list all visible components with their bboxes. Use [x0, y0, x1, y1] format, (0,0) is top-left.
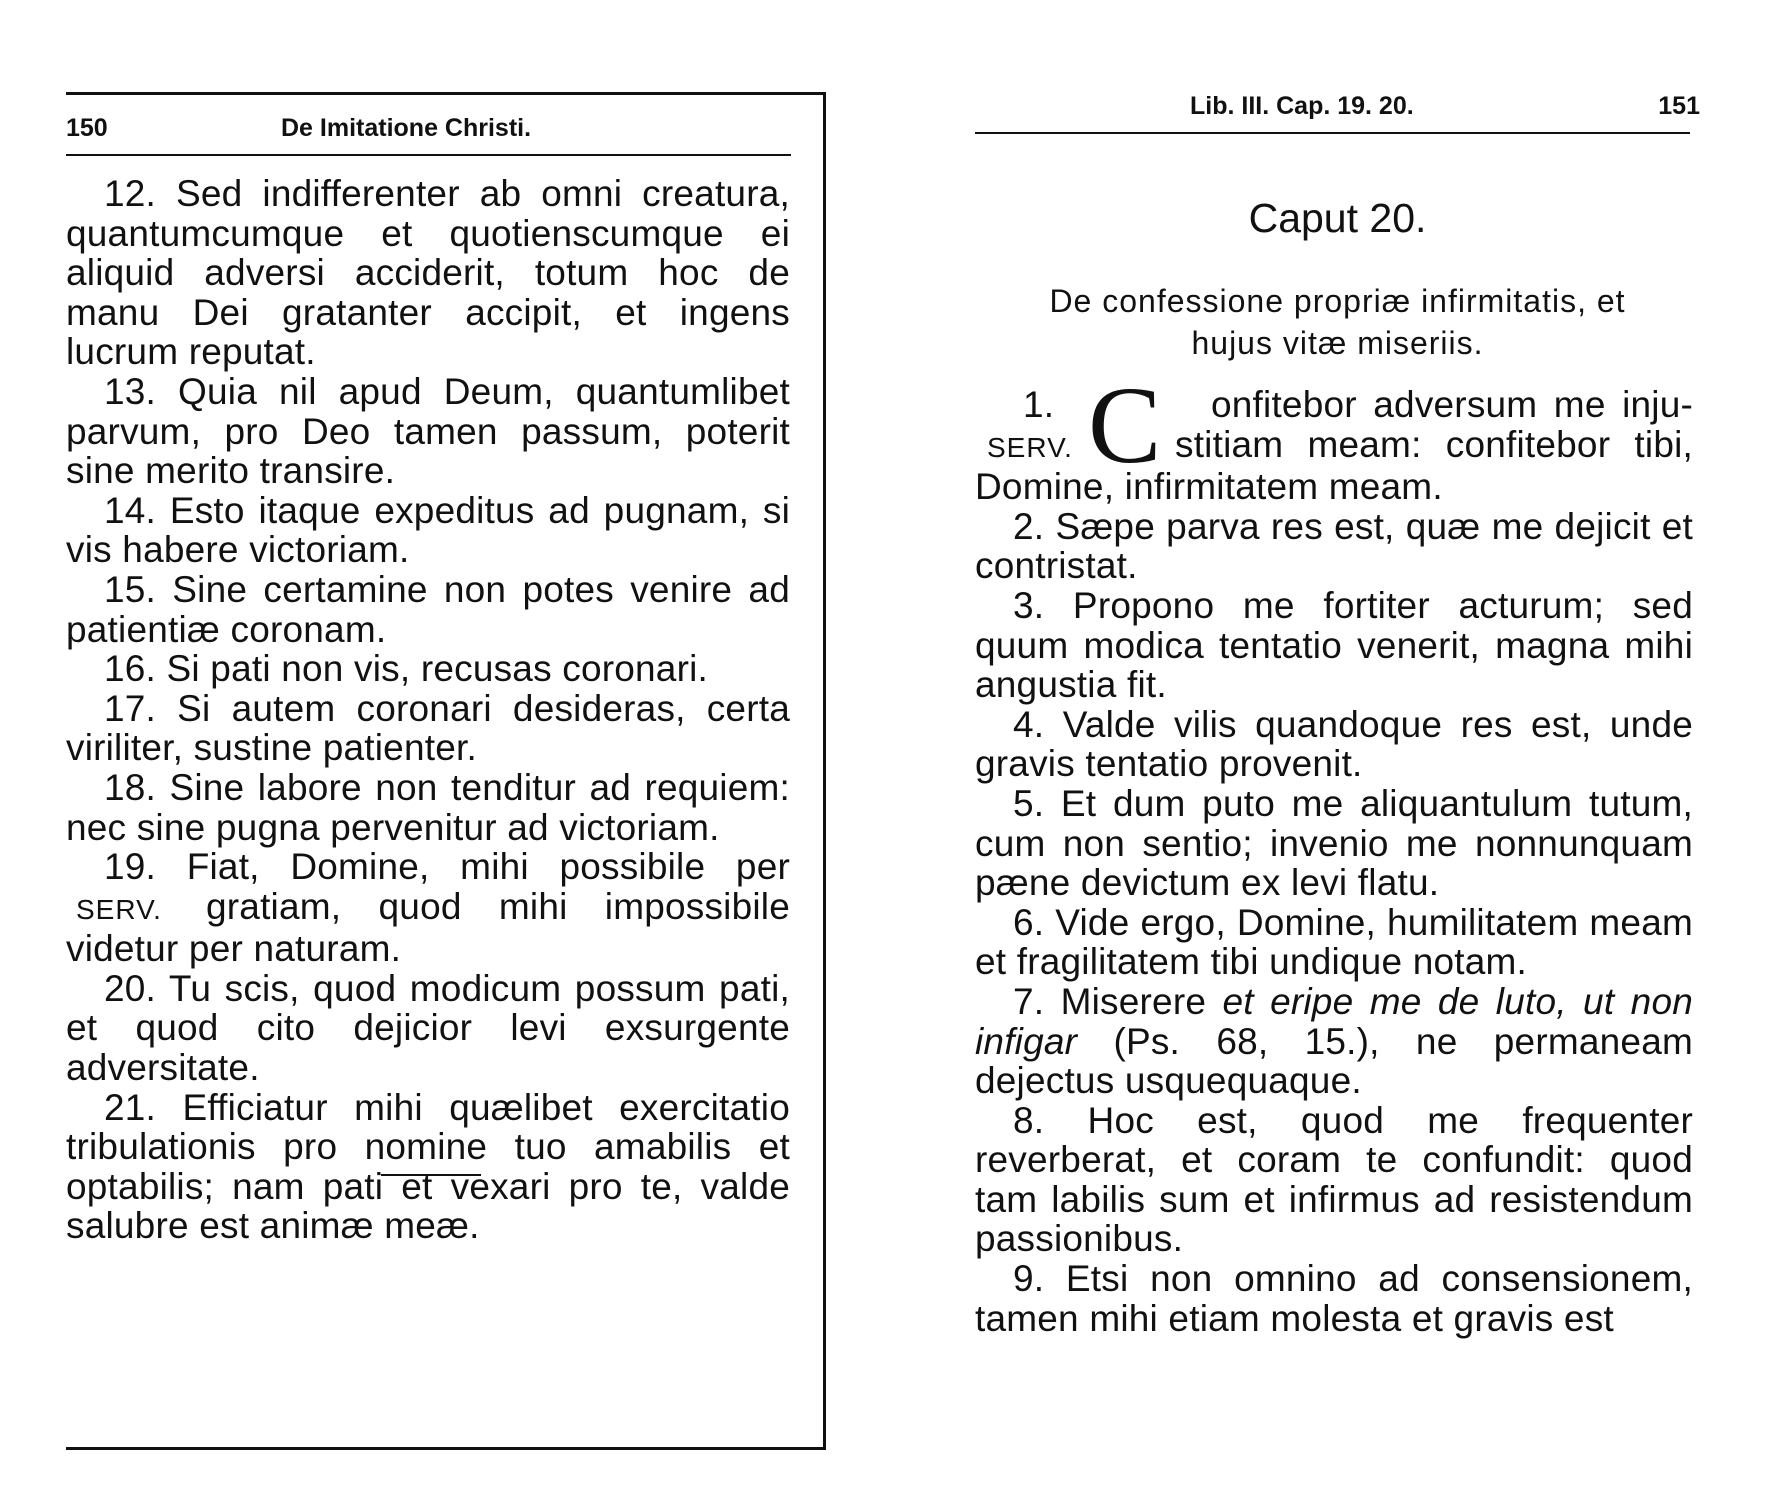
left-page-number: 150 [66, 114, 108, 142]
paragraph: 3. Propono me fortiter acturum; sed quum modica tentatio venerit, magna mihi angustia fit. [975, 584, 1693, 706]
chapter-subtitle-line: De confessione propriæ infirmitatis, et [1049, 283, 1626, 319]
paragraph: 6. Vide ergo, Domine, humilitatem meam et fragilitatem tibi undique notam. [975, 901, 1693, 983]
page-frame-right [823, 92, 826, 1447]
left-running-title: De Imitatione Christi. [281, 114, 532, 142]
right-running-title: Lib. III. Cap. 19. 20. [1190, 92, 1414, 120]
p7-start: 7. Miserere [1013, 980, 1223, 1022]
chapter-subtitle-line: hujus vitæ miseriis. [1191, 325, 1484, 361]
paragraph: 14. Esto itaque expeditus ad pugnam, si vis habere victoriam. [66, 489, 790, 571]
paragraph: 2. Sæpe parva res est, quæ me dejicit et contristat. [975, 505, 1693, 587]
p7-end: (Ps. 68, 15.), ne permaneam dejectus usquequaque. [975, 1020, 1693, 1102]
left-header-rule [66, 154, 791, 156]
p1-number: 1. [1023, 384, 1055, 425]
paragraph-7 [975, 982, 1693, 1101]
paragraph-19 [66, 847, 790, 969]
speaker-label: SERV. [987, 431, 1073, 463]
paragraph: 17. Si autem coronari desideras, certa viriliter, sustine patienter. [66, 687, 790, 769]
right-header-rule [975, 132, 1690, 134]
paragraph: 18. Sine labore non tenditur ad requiem: nec sine pugna pervenitur ad victoriam. [66, 766, 790, 848]
right-page-number: 151 [1658, 92, 1700, 120]
paragraph: 13. Quia nil apud Deum, quantumlibet parvum, pro Deo tamen passum, poterit sine merito transire. [66, 370, 790, 492]
right-body-text [975, 364, 1694, 1339]
paragraph-1 [975, 364, 1693, 508]
left-body-text [66, 174, 790, 1246]
paragraph: 9. Etsi non omnino ad consensionem, tamen mihi etiam molesta et gravis est [975, 1258, 1693, 1339]
drop-cap-initial: C [1088, 364, 1162, 486]
paragraph: 8. Hoc est, quod me frequenter reverberat, et coram te confundit: quod tam labilis sum et infirmus ad resistendum passionibus. [975, 1099, 1693, 1260]
speaker-label: SERV. [76, 893, 162, 925]
p19-rest: videtur per naturam. [66, 928, 402, 970]
paragraph: 20. Tu scis, quod modicum possum pati, et quod cito dejicior levi exsurgente adversitate. [66, 967, 790, 1089]
paragraph: 12. Sed indifferenter ab omni creatura, quantumcumque et quotienscumque ei aliquid adversi acciderit, totum hoc de manu Dei gratanter accipit, et ingens lucrum reputat. [66, 173, 790, 373]
p19-line2: gratiam, quod mihi impossibile [206, 885, 790, 927]
paragraph: 4. Valde vilis quandoque res est, unde gravis tentatio provenit. [975, 703, 1693, 785]
p19-line1: 19. Fiat, Domine, mihi possibile per [104, 846, 790, 888]
p1-rest: Domine, infirmitatem meam. [975, 466, 1443, 508]
end-rule [381, 1174, 481, 1176]
chapter-title: Caput 20. [1248, 195, 1427, 241]
page-frame-bottom [66, 1447, 826, 1450]
p7-scripture-quote: et eripe me de luto, ut non infigar [975, 980, 1694, 1062]
p1-line1: onfitebor adversum me inju- [1211, 384, 1693, 425]
page-frame-top [66, 92, 826, 95]
paragraph: 16. Si pati non vis, recusas coronari. [104, 648, 709, 690]
paragraph: 15. Sine certamine non potes venire ad patientiæ coronam. [66, 568, 790, 650]
left-page [66, 92, 826, 1452]
chapter-subtitle [975, 280, 1700, 364]
paragraph: 21. Efficiatur mihi quælibet exercitatio tribulationis pro nomine tuo amabilis et optabilis; nam pati et vexari pro te, valde salubre est animæ meæ. [66, 1086, 790, 1247]
right-page [975, 85, 1700, 1465]
p1-line2: stitiam meam: confitebor tibi, [1175, 423, 1693, 465]
paragraph: 5. Et dum puto me aliquantulum tutum, cum non sentio; invenio me nonnunquam pæne devictum ex levi flatu. [975, 782, 1693, 904]
